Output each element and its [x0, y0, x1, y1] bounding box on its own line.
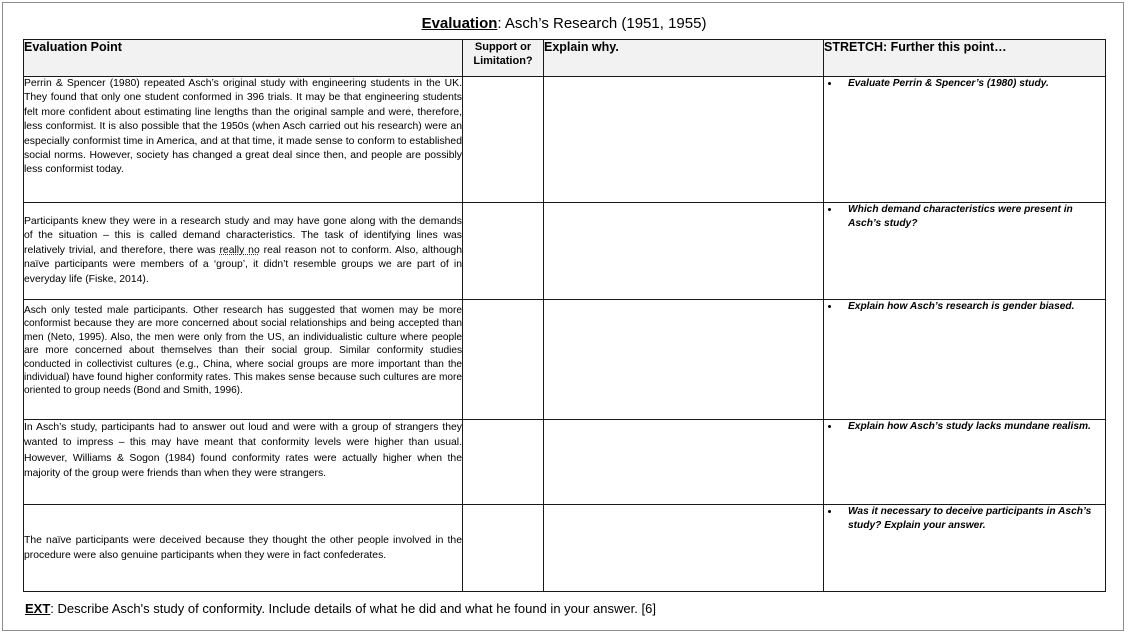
- stretch-prompt: • Which demand characteristics were present in Asch’s study?: [840, 203, 1105, 231]
- stretch-prompt: • Explain how Asch’s research is gender biased.: [840, 300, 1105, 314]
- explain-cell[interactable]: [544, 203, 824, 300]
- stretch-cell: [824, 300, 1106, 420]
- table-row: [24, 203, 1106, 300]
- stretch-prompt: • Explain how Asch’s study lacks mundane realism.: [840, 420, 1105, 434]
- evaluation-point-cell: Perrin & Spencer (1980) repeated Asch’s original study with engineering students in the UK. They found that only one student conformed in 396 trials. It may be that engineering students felt more confident about estimating line lengths than the original sample and were, therefore, less conformist. It is also possible that the 1950s (when Asch carried out his research) were an especially conformist time in America, and at that time, it made sense to conform to established social norms. However, society has changed a great deal since then, and people are possibly less conformist today.: [24, 77, 463, 203]
- table-row: [24, 77, 1106, 203]
- support-cell[interactable]: [463, 77, 544, 203]
- ext-text: : Describe Asch's study of conformity. Include details of what he did and what he found in your answer. [6]: [50, 601, 656, 616]
- header-support-line2: Limitation?: [473, 55, 533, 67]
- support-cell[interactable]: [463, 203, 544, 300]
- evaluation-point-cell: In Asch’s study, participants had to answer out loud and were with a group of strangers they wanted to impress – this may have meant that conformity levels were higher than usual. However, Williams & Sogon (1984) found conformity rates were actually higher when the majority of the group were friends than when they were strangers.: [24, 420, 463, 505]
- stretch-list: [824, 300, 1105, 314]
- table-header-row: [24, 40, 1106, 77]
- stretch-list: [824, 77, 1105, 91]
- stretch-prompt: • Was it necessary to deceive participants in Asch’s study? Explain your answer.: [840, 505, 1105, 533]
- table-row: [24, 420, 1106, 505]
- ext-label: EXT: [25, 601, 51, 616]
- explain-cell[interactable]: [544, 420, 824, 505]
- evaluation-text-flagged: really no: [219, 244, 260, 256]
- title-text: : Asch’s Research (1951, 1955): [497, 15, 707, 32]
- page-title: [0, 15, 1128, 32]
- table-row: [24, 505, 1106, 592]
- header-explain-why: Explain why.: [544, 40, 824, 77]
- header-support-or-limitation: [463, 40, 544, 77]
- stretch-list: [824, 203, 1105, 231]
- evaluation-point-cell: Asch only tested male participants. Other research has suggested that women may be more conformist because they are more concerned about social relationships and being accepted than men (Neto, 1995). Also, the men were only from the US, an individualistic culture where people are more concerned about themselves than their social group. Similar conformity studies conducted in collectivist cultures (e.g., China, where social groups are more important than the individual) have found higher conformity rates. This makes sense because such cultures are more oriented to group needs (Bond and Smith, 1996).: [24, 300, 463, 420]
- header-support-line1: Support or: [474, 41, 532, 53]
- evaluation-point-cell: [24, 203, 463, 300]
- explain-cell[interactable]: [544, 300, 824, 420]
- support-cell[interactable]: [463, 505, 544, 592]
- table-row: [24, 300, 1106, 420]
- stretch-cell: [824, 505, 1106, 592]
- evaluation-text-part: real reason not to conform. Also, although naïve participants were members of a ‘group’, it didn’t resemble groups we are part of in everyday life (Fiske, 2014).: [24, 244, 462, 285]
- stretch-cell: [824, 420, 1106, 505]
- stretch-cell: [824, 77, 1106, 203]
- evaluation-table: [23, 39, 1106, 592]
- explain-cell[interactable]: [544, 505, 824, 592]
- evaluation-text-part: Participants knew they were in a research study and may have gone along with the demands of the situation – this is called demand characteristics. The task of identifying lines was relatively trivial, and therefore, there was: [24, 215, 462, 256]
- stretch-cell: [824, 203, 1106, 300]
- stretch-list: [824, 420, 1105, 434]
- header-evaluation-point: Evaluation Point: [24, 40, 463, 77]
- header-stretch: STRETCH: Further this point…: [824, 40, 1106, 77]
- title-evaluation-label: Evaluation: [421, 15, 498, 32]
- stretch-list: [824, 505, 1105, 533]
- explain-cell[interactable]: [544, 77, 824, 203]
- support-cell[interactable]: [463, 420, 544, 505]
- stretch-prompt: • Evaluate Perrin & Spencer’s (1980) study.: [840, 77, 1105, 91]
- evaluation-point-cell: The naïve participants were deceived because they thought the other people involved in the procedure were also genuine participants when they were in fact confederates.: [24, 505, 463, 592]
- extension-question: [25, 601, 656, 616]
- support-cell[interactable]: [463, 300, 544, 420]
